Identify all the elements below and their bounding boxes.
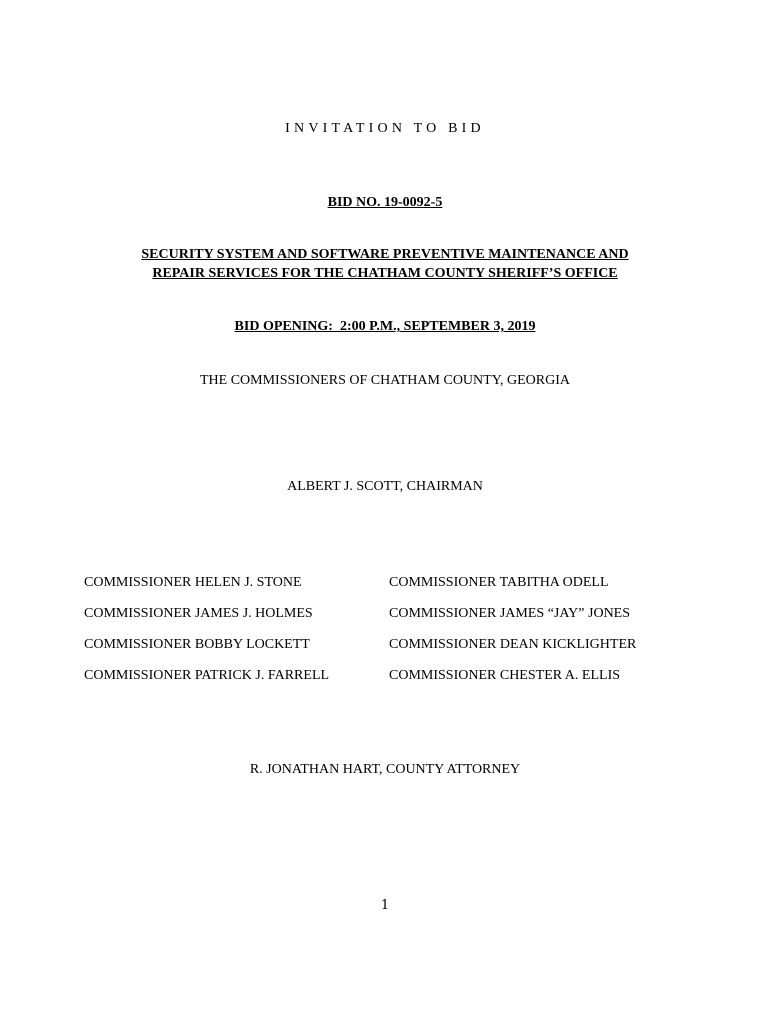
subject-line-2-block [0,265,770,282]
document-heading: INVITATION TO BID [285,121,485,136]
bid-opening: BID OPENING: 2:00 P.M., SEPTEMBER 3, 2019 [234,319,536,334]
subject-line-2: REPAIR SERVICES FOR THE CHATHAM COUNTY SHERIFF’S OFFICE [152,266,618,281]
page-number: 1 [380,898,390,913]
commissioners-row [84,636,684,667]
bid-opening-block [0,318,770,335]
bid-number: BID NO. 19-0092-5 [327,195,443,210]
subject-line-1-block [0,246,770,263]
commissioners-row [84,667,684,698]
bid-number-block [0,194,770,211]
commissioner-name: COMMISSIONER HELEN J. STONE [84,575,302,590]
commissioner-name: COMMISSIONER DEAN KICKLIGHTER [389,637,637,652]
commissioner-name: COMMISSIONER TABITHA ODELL [389,575,609,590]
commissioner-name: COMMISSIONER CHESTER A. ELLIS [389,668,621,683]
commissioner-name: COMMISSIONER PATRICK J. FARRELL [84,668,330,683]
commissioners-row [84,574,684,605]
chairman-line: ALBERT J. SCOTT, CHAIRMAN [287,479,483,494]
county-attorney-line: R. JONATHAN HART, COUNTY ATTORNEY [249,762,521,777]
commissioner-name: COMMISSIONER JAMES “JAY” JONES [389,606,631,621]
commissioners-list [84,574,684,698]
issuer-line: THE COMMISSIONERS OF CHATHAM COUNTY, GEORGIA [200,373,570,388]
subject-line-1: SECURITY SYSTEM AND SOFTWARE PREVENTIVE MAINTENANCE AND [141,247,629,262]
commissioner-name: COMMISSIONER BOBBY LOCKETT [84,637,310,652]
commissioners-row [84,605,684,636]
commissioner-name: COMMISSIONER JAMES J. HOLMES [84,606,313,621]
